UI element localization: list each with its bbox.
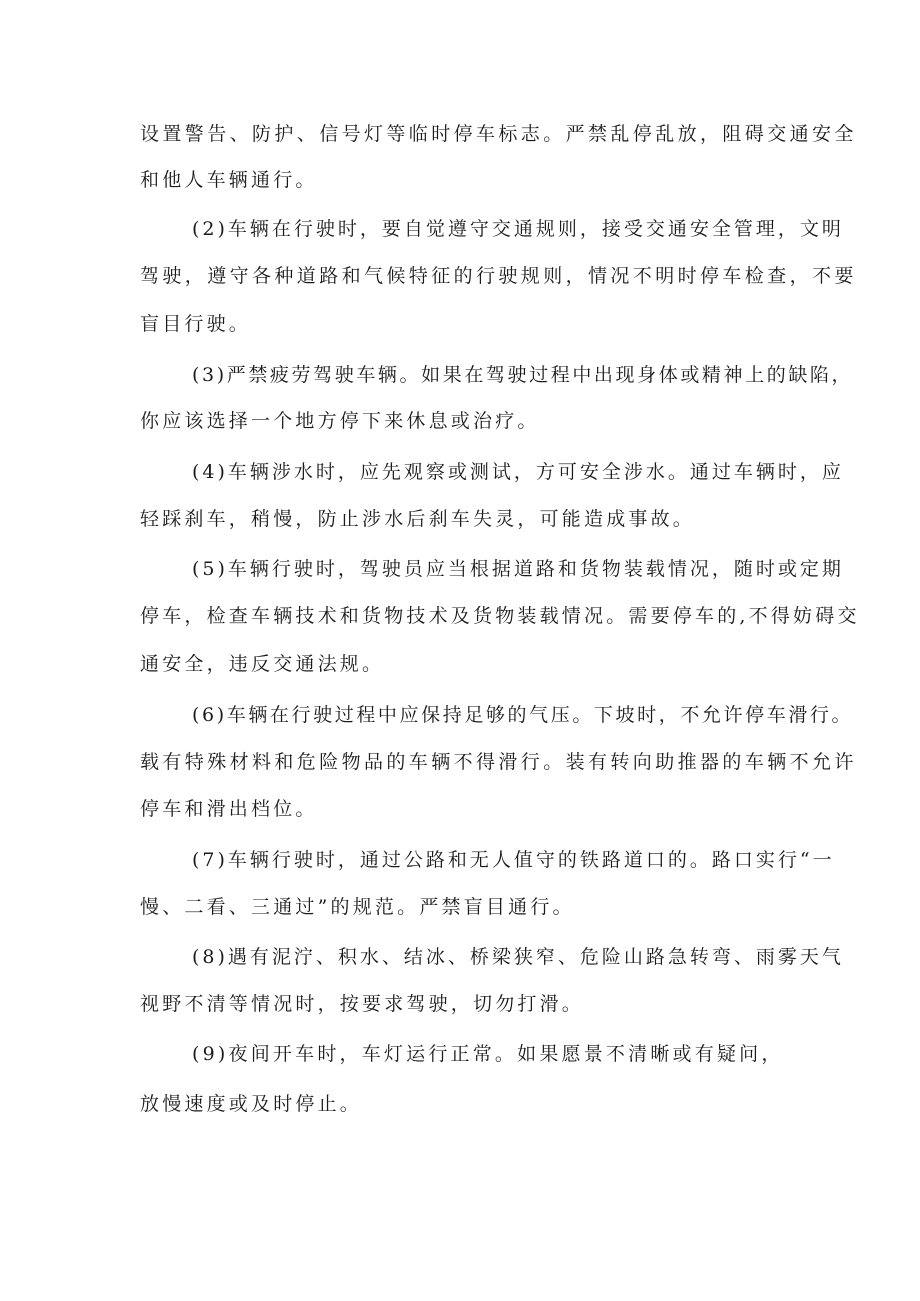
text-line: 停车，检查车辆技术和货物技术及货物装载情况。需要停车的,不得妨碍交 (140, 605, 860, 627)
text-line: 和他人车辆通行。 (140, 169, 318, 191)
text-line: 放慢速度或及时停止。 (140, 1093, 363, 1115)
paragraph-8-first-line: (8)遇有泥泞、积水、结冰、桥梁狭窄、危险山路急转弯、雨雾天气 (192, 946, 844, 968)
text-line: 视野不清等情况时，按要求驾驶，切勿打滑。 (140, 993, 585, 1015)
text-line: 载有特殊材料和危险物品的车辆不得滑行。装有转向助推器的车辆不允许 (140, 751, 857, 773)
paragraph-5-first-line: (5)车辆行驶时，驾驶员应当根据道路和货物装载情况，随时或定期 (192, 558, 844, 580)
text-line: 设置警告、防护、信号灯等临时停车标志。严禁乱停乱放，阻碍交通安全 (140, 123, 857, 145)
paragraph-2-first-line: (2)车辆在行驶时，要自觉遵守交通规则，接受交通安全管理，文明 (192, 218, 844, 240)
text-line: 停车和滑出档位。 (140, 798, 318, 820)
text-line: 驾驶，遵守各种道路和气候特征的行驶规则，情况不明时停车检查，不要 (140, 265, 857, 287)
text-line: 通安全，违反交通法规。 (140, 653, 385, 675)
paragraph-7-first-line: (7)车辆行驶时，通过公路和无人值守的铁路道口的。路口实行“一 (192, 849, 835, 871)
text-line: 盲目行驶。 (140, 313, 252, 335)
text-line: 慢、二看、三通过”的规范。严禁盲目通行。 (140, 896, 575, 918)
paragraph-6-first-line: (6)车辆在行驶过程中应保持足够的气压。下坡时，不允许停车滑行。 (192, 704, 854, 726)
paragraph-4-first-line: (4)车辆涉水时，应先观察或测试，方可安全涉水。通过车辆时，应 (192, 461, 844, 483)
paragraph-3-first-line: (3)严禁疲劳驾驶车辆。如果在驾驶过程中出现身体或精神上的缺陷， (192, 364, 854, 386)
text-line: 你应该选择一个地方停下来休息或治疗。 (140, 410, 540, 432)
paragraph-9-first-line: (9)夜间开车时，车灯运行正常。如果愿景不清晰或有疑问， (192, 1043, 784, 1065)
text-line: 轻踩刹车，稍慢，防止涉水后刹车失灵，可能造成事故。 (140, 508, 696, 530)
